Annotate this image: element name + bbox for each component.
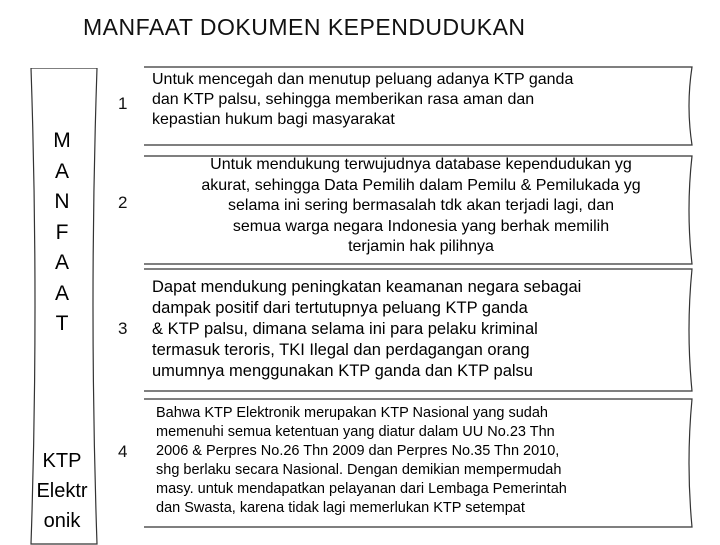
benefit-item-2 (110, 155, 700, 265)
item-text-line: 2006 & Perpres No.26 Thn 2009 dan Perpres No.35 Thn 2010, (156, 443, 560, 459)
item-text-line: dampak positif dari tertutupnya peluang KTP ganda (152, 299, 528, 317)
side-letter: F (55, 220, 69, 244)
item-number: 4 (118, 442, 128, 461)
side-subtitle-line: KTP (42, 450, 82, 472)
item-text-line: dan Swasta, karena tidak lagi memerlukan KTP setempat (156, 500, 525, 516)
side-subtitle (30, 446, 94, 536)
item-text-line: Dapat mendukung peningkatan keamanan negara sebagai (152, 278, 582, 296)
side-subtitle-line: Elektr (36, 480, 88, 502)
item-text-line: dan KTP palsu, sehingga memberikan rasa aman dan (152, 91, 535, 108)
item-number: 2 (118, 193, 128, 212)
side-letter: N (54, 190, 70, 213)
item-text (156, 404, 684, 518)
item-number: 3 (118, 319, 128, 338)
item-text-line: terjamin hak pilihnya (348, 238, 494, 255)
item-text-line: semua warga negara Indonesia yang berhak memilih (232, 217, 610, 235)
side-letters (30, 126, 94, 340)
side-label-panel (30, 68, 100, 545)
benefit-item-3 (110, 268, 700, 392)
item-number: 1 (118, 94, 128, 113)
item-text-line: kepastian hukum bagi masyarakat (152, 111, 395, 128)
side-letter: M (53, 129, 71, 152)
side-letter: A (54, 251, 69, 274)
item-text-line: akurat, sehingga Data Pemilih dalam Pemilu & Pemilukada yg (201, 176, 641, 194)
item-text-line: umumnya menggunakan KTP ganda dan KTP palsu (152, 362, 533, 380)
benefit-item-1 (110, 66, 700, 146)
item-text-line: Untuk mencegah dan menutup peluang adanya KTP ganda (152, 71, 574, 88)
item-text-line: memenuhi semua ketentuan yang diatur dalam UU No.23 Thn (156, 424, 555, 440)
item-text-line: & KTP palsu, dimana selama ini para pelaku kriminal (152, 320, 538, 338)
page-title: MANFAAT DOKUMEN KEPENDUDUKAN (83, 14, 526, 40)
item-text-line: Bahwa KTP Elektronik merupakan KTP Nasional yang sudah (156, 405, 548, 421)
item-text (152, 70, 684, 130)
item-text-line: termasuk teroris, TKI Ilegal dan perdagangan orang (152, 341, 530, 359)
side-letter: A (54, 159, 69, 183)
item-text-line: masy. untuk mendapatkan pelayanan dari Lembaga Pemerintah (156, 481, 567, 497)
item-text-line: Untuk mendukung terwujudnya database kependudukan yg (210, 156, 632, 173)
item-text-line: shg berlaku secara Nasional. Dengan demikian mempermudah (156, 462, 562, 478)
benefit-item-4 (110, 398, 700, 528)
side-letter: T (55, 312, 69, 335)
side-subtitle-line: onik (43, 510, 81, 532)
item-text (152, 277, 684, 382)
item-text (162, 155, 680, 258)
side-letter: A (54, 281, 69, 305)
item-text-line: selama ini sering bermasalah tdk akan terjadi lagi, dan (228, 197, 614, 214)
